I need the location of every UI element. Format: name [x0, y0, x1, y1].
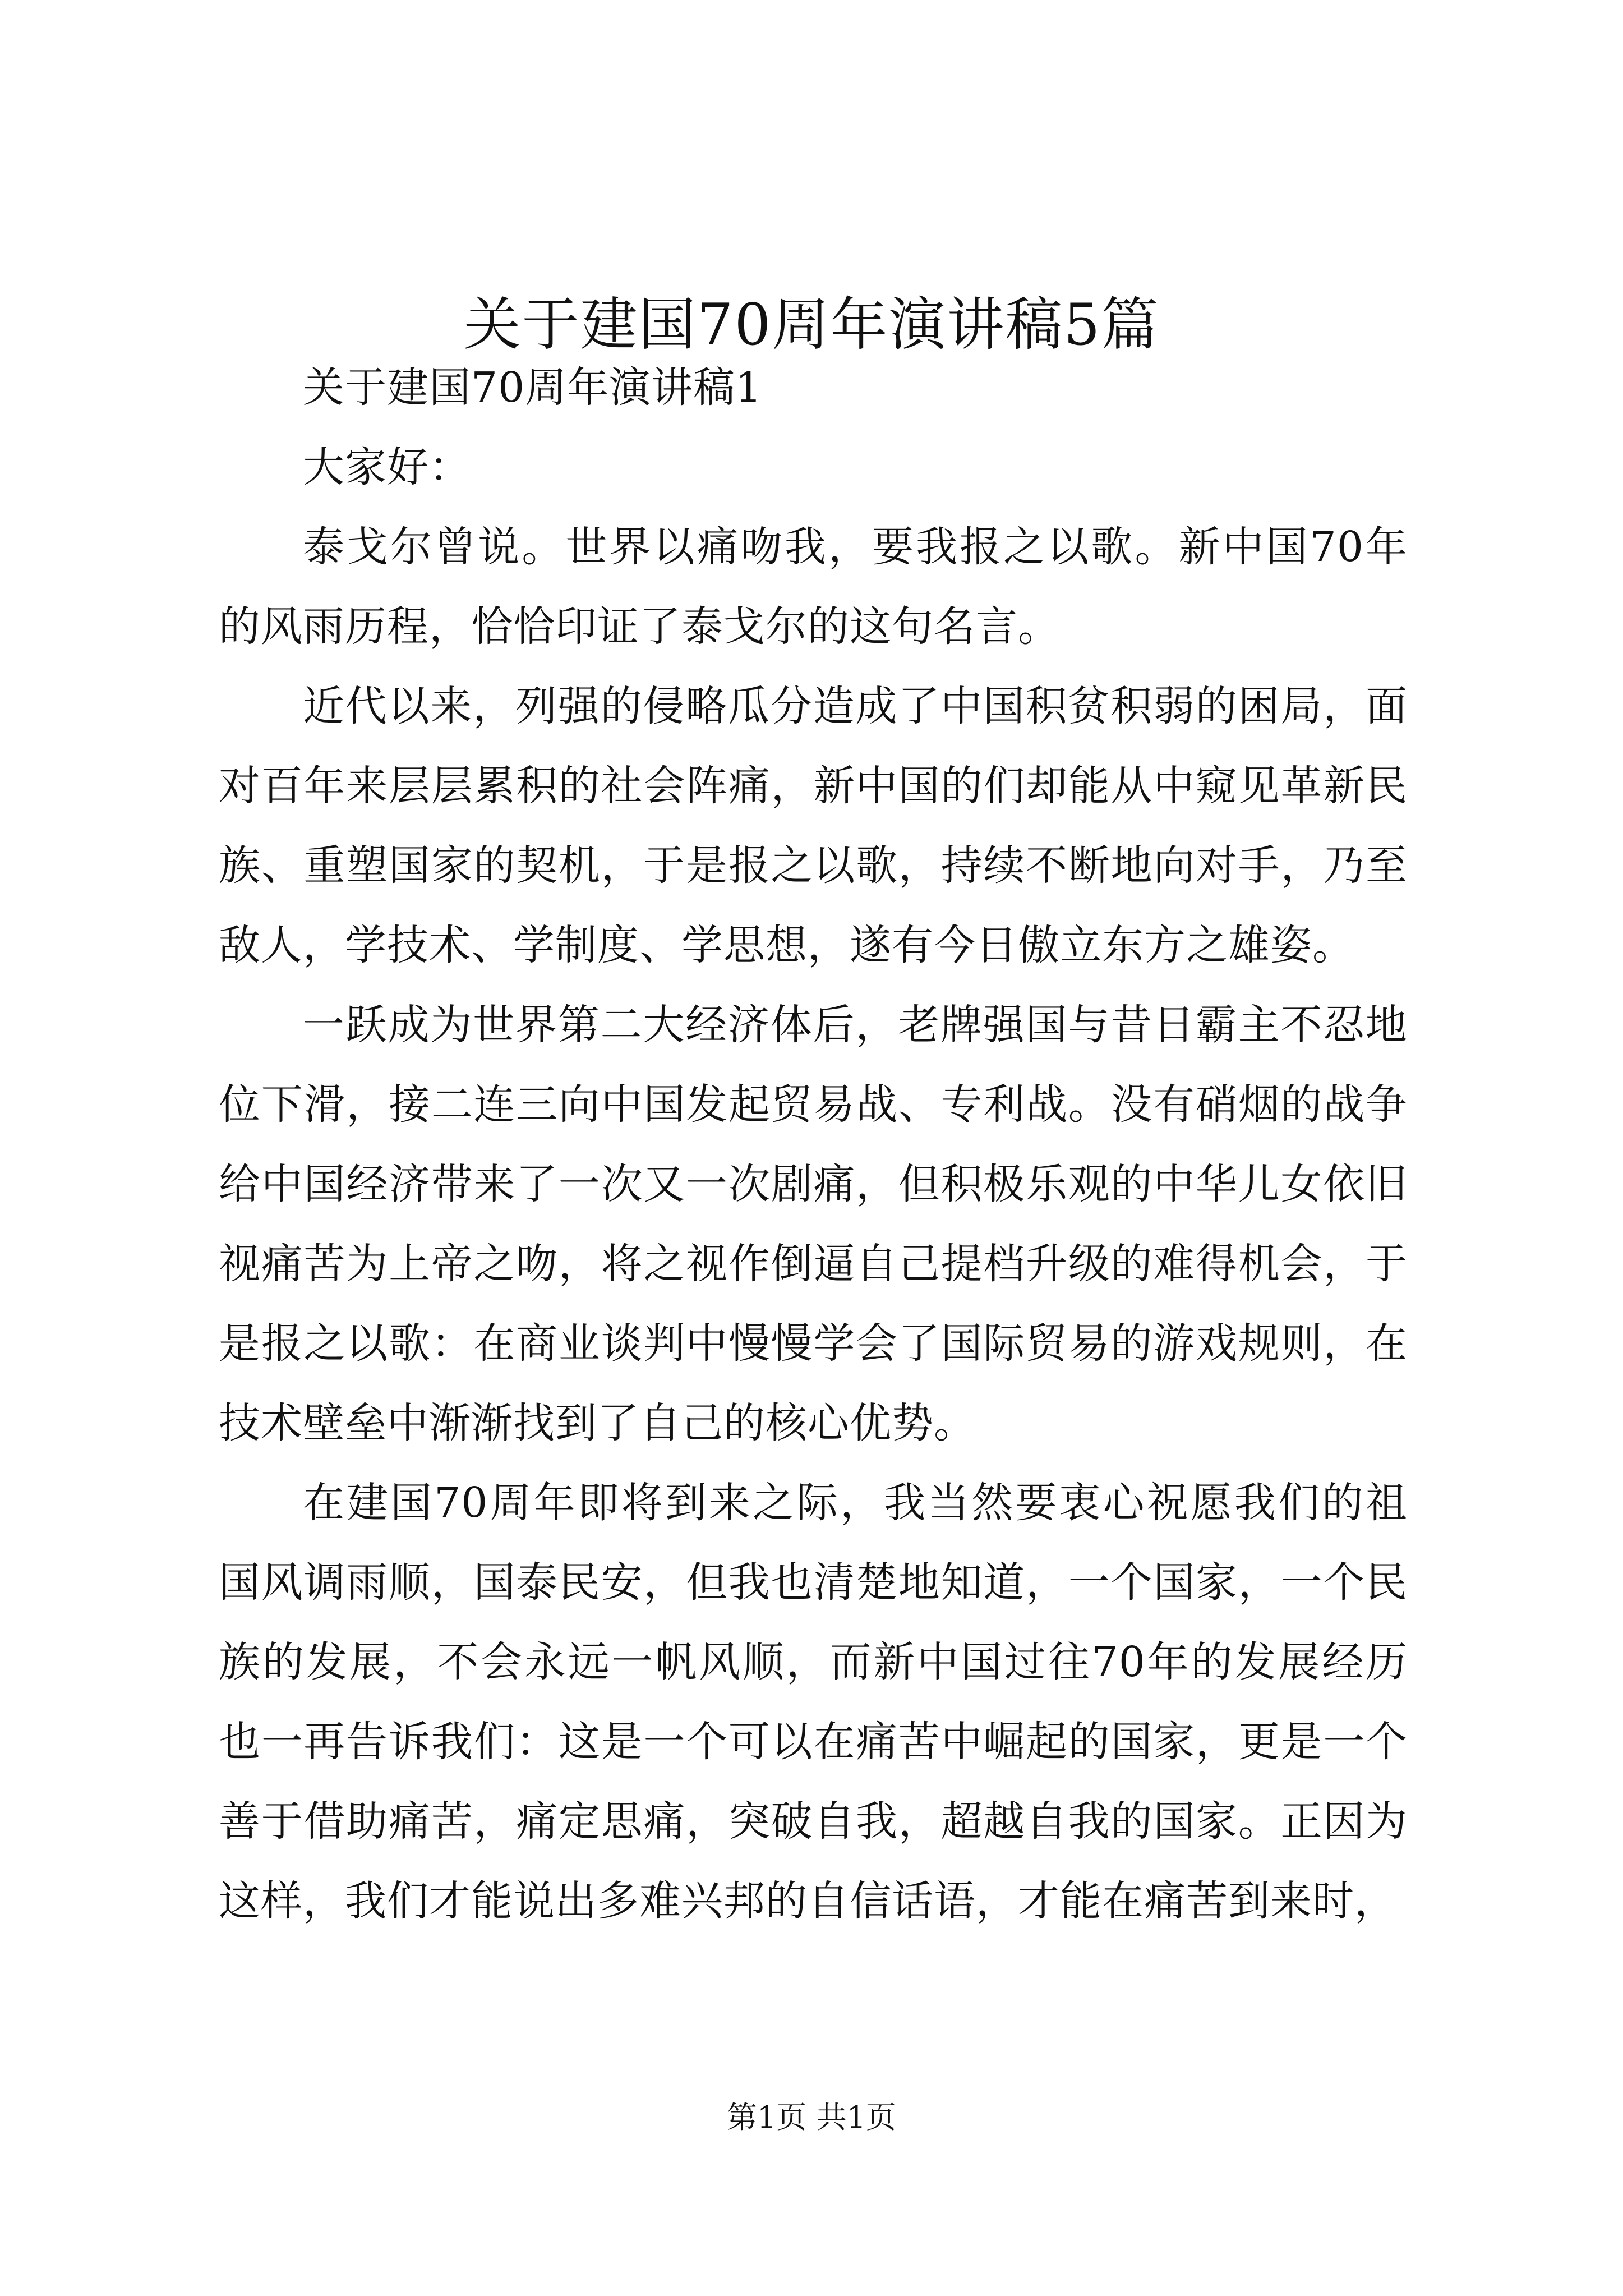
paragraph: 一跃成为世界第二大经济体后，老牌强国与昔日霸主不忍地位下滑，接二连三向中国发起贸易战、专利战。没有硝烟的战争给中国经济带来了一次又一次剧痛，但积极乐观的中华儿女依旧视痛苦为上帝之吻，将之视作倒逼自己提档升级的难得机会，于是报之以歌：在商业谈判中慢慢学会了国际贸易的游戏规则，在技术壁垒中渐渐找到了自己的核心优势。 [219, 1001, 1408, 1447]
paragraph: 泰戈尔曾说。世界以痛吻我，要我报之以歌。新中国70年的风雨历程，恰恰印证了泰戈尔的这句名言。 [219, 523, 1408, 651]
paragraph-subtitle: 关于建国70周年演讲稿1 [303, 364, 763, 412]
paragraph: 近代以来，列强的侵略瓜分造成了中国积贫积弱的困局，面对百年来层层累积的社会阵痛，新中国的们却能从中窥见革新民族、重塑国家的契机，于是报之以歌，持续不断地向对手，乃至敌人，学技术、学制度、学思想，遂有今日傲立东方之雄姿。 [219, 682, 1408, 969]
paragraph: 在建国70周年即将到来之际，我当然要衷心祝愿我们的祖国风调雨顺，国泰民安，但我也清楚地知道，一个国家，一个民族的发展，不会永远一帆风顺，而新中国过往70年的发展经历也一再告诉我们：这是一个可以在痛苦中崛起的国家，更是一个善于借助痛苦，痛定思痛，突破自我，超越自我的国家。正因为这样，我们才能说出多难兴邦的自信话语，才能在痛苦到来时， [219, 1479, 1408, 1925]
paragraph-greeting: 大家好： [303, 443, 471, 491]
document-body [219, 348, 1408, 1941]
document-title: 关于建国70周年演讲稿5篇 [463, 292, 1160, 358]
page-footer: 第1页 共1页 [727, 2100, 896, 2135]
